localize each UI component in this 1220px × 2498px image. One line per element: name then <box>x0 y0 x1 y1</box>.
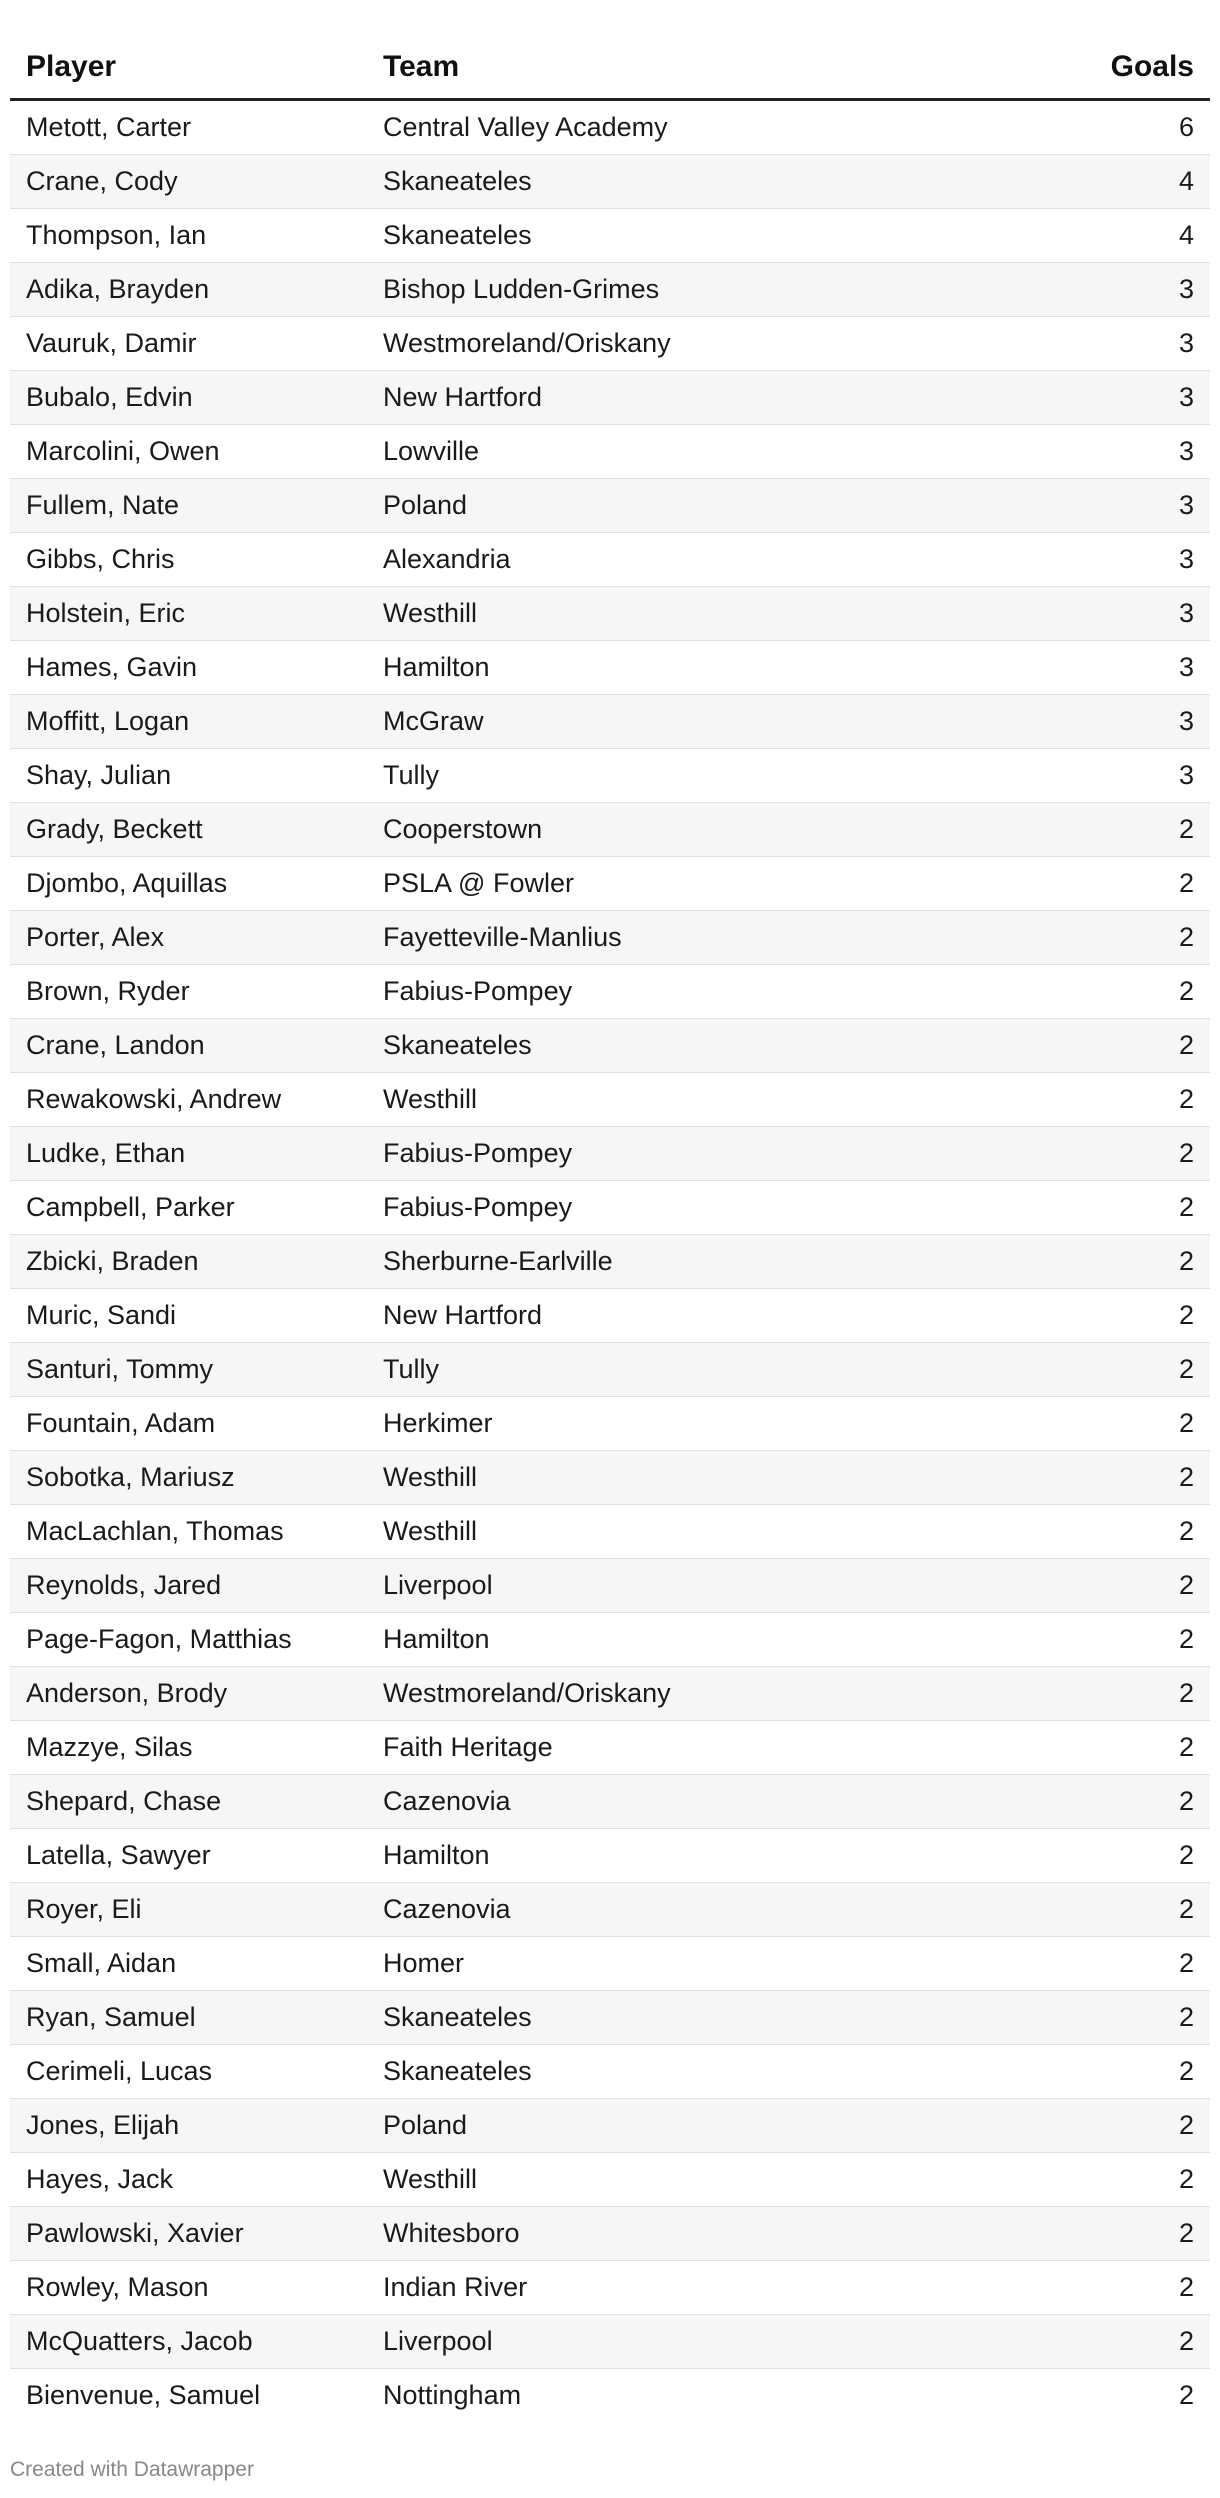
player-cell: Ludke, Ethan <box>10 1127 367 1181</box>
goals-cell: 3 <box>937 425 1210 479</box>
table-row <box>10 1451 1210 1505</box>
team-cell: Tully <box>367 1343 937 1397</box>
player-cell: Grady, Beckett <box>10 803 367 857</box>
goals-cell: 4 <box>937 155 1210 209</box>
goals-cell: 3 <box>937 479 1210 533</box>
datawrapper-credit: Created with Datawrapper <box>10 2458 254 2481</box>
team-cell: Bishop Ludden-Grimes <box>367 263 937 317</box>
player-cell: Hayes, Jack <box>10 2153 367 2207</box>
table-row <box>10 911 1210 965</box>
player-cell: Vauruk, Damir <box>10 317 367 371</box>
team-cell: Skaneateles <box>367 1991 937 2045</box>
player-cell: Shay, Julian <box>10 749 367 803</box>
table-row <box>10 2153 1210 2207</box>
player-cell: Bienvenue, Samuel <box>26 2380 261 2410</box>
table-row <box>10 1883 1210 1937</box>
goals-cell: 2 <box>937 1721 1210 1775</box>
team-cell: Alexandria <box>367 533 937 587</box>
player-cell: Shepard, Chase <box>10 1775 367 1829</box>
table-row <box>10 155 1210 209</box>
table-row <box>10 803 1210 857</box>
goals-cell: 2 <box>937 911 1210 965</box>
team-cell: Tully <box>367 749 937 803</box>
player-cell: Campbell, Parker <box>10 1181 367 1235</box>
table-row <box>10 1559 1210 1613</box>
player-cell: Pawlowski, Xavier <box>10 2207 367 2261</box>
table-row <box>10 1127 1210 1181</box>
goals-cell: 2 <box>937 965 1210 1019</box>
table-row <box>10 2099 1210 2153</box>
team-cell: Westmoreland/Oriskany <box>367 1667 937 1721</box>
table-row <box>10 1019 1210 1073</box>
goals-cell: 3 <box>937 533 1210 587</box>
goals-cell: 2 <box>937 1127 1210 1181</box>
goals-cell: 3 <box>937 371 1210 425</box>
player-cell: Holstein, Eric <box>10 587 367 641</box>
column-header-team[interactable]: Team <box>367 36 937 100</box>
goals-cell: 2 <box>937 803 1210 857</box>
table-row <box>10 317 1210 371</box>
table-row <box>10 1181 1210 1235</box>
table-row <box>10 749 1210 803</box>
table-row <box>10 1991 1210 2045</box>
player-cell: Page-Fagon, Matthias <box>10 1613 367 1667</box>
player-cell: Zbicki, Braden <box>10 1235 367 1289</box>
goals-cell: 2 <box>937 2261 1210 2315</box>
goals-cell: 2 <box>937 1073 1210 1127</box>
team-cell: New Hartford <box>367 1289 937 1343</box>
goals-cell: 2 <box>937 2153 1210 2207</box>
player-cell: Latella, Sawyer <box>10 1829 367 1883</box>
player-cell: Cerimeli, Lucas <box>10 2045 367 2099</box>
column-header-goals[interactable]: Goals <box>937 36 1210 100</box>
team-cell: Whitesboro <box>367 2207 937 2261</box>
table-row <box>10 371 1210 425</box>
table-row <box>10 641 1210 695</box>
player-cell: Jones, Elijah <box>10 2099 367 2153</box>
goals-cell: 2 <box>937 1289 1210 1343</box>
column-header-player[interactable]: Player <box>10 36 367 100</box>
table-row <box>10 1721 1210 1775</box>
goals-cell: 2 <box>937 1667 1210 1721</box>
table-row <box>10 695 1210 749</box>
goals-cell: 3 <box>937 317 1210 371</box>
table-row <box>10 1775 1210 1829</box>
table-row <box>10 209 1210 263</box>
goals-table <box>10 36 1210 2422</box>
player-cell: Metott, Carter <box>10 100 367 155</box>
goals-cell: 3 <box>937 749 1210 803</box>
team-cell: Westhill <box>367 1073 937 1127</box>
table-row <box>10 100 1210 155</box>
team-cell: Cooperstown <box>367 803 937 857</box>
player-cell: Adika, Brayden <box>10 263 367 317</box>
team-cell: Indian River <box>367 2261 937 2315</box>
goals-cell: 2 <box>937 2315 1210 2369</box>
team-cell: Skaneateles <box>367 1019 937 1073</box>
table-row <box>10 1073 1210 1127</box>
goals-cell: 2 <box>937 1019 1210 1073</box>
table-row <box>10 425 1210 479</box>
team-cell: Skaneateles <box>367 155 937 209</box>
goals-cell: 3 <box>937 587 1210 641</box>
player-cell: Royer, Eli <box>10 1883 367 1937</box>
player-cell: Brown, Ryder <box>10 965 367 1019</box>
team-cell: Hamilton <box>367 1613 937 1667</box>
goals-cell: 2 <box>937 1883 1210 1937</box>
team-cell: Poland <box>367 2099 937 2153</box>
team-cell: Westhill <box>367 587 937 641</box>
goals-cell: 2 <box>937 1343 1210 1397</box>
player-cell: Muric, Sandi <box>10 1289 367 1343</box>
table-row <box>10 1829 1210 1883</box>
goals-cell: 2 <box>937 2207 1210 2261</box>
table-row <box>10 2369 1210 2423</box>
goals-cell: 2 <box>937 1235 1210 1289</box>
goals-cell: 2 <box>937 1181 1210 1235</box>
team-cell: Westhill <box>367 2153 937 2207</box>
table-row <box>10 2261 1210 2315</box>
goals-cell: 2 <box>937 1559 1210 1613</box>
player-cell: Sobotka, Mariusz <box>10 1451 367 1505</box>
goals-cell: 2 <box>937 1397 1210 1451</box>
team-cell: Cazenovia <box>367 1883 937 1937</box>
team-cell: Nottingham <box>383 2380 522 2410</box>
player-cell: Fountain, Adam <box>10 1397 367 1451</box>
goals-cell: 2 <box>937 1829 1210 1883</box>
player-cell: Moffitt, Logan <box>10 695 367 749</box>
player-cell: Santuri, Tommy <box>10 1343 367 1397</box>
goals-cell: 4 <box>937 209 1210 263</box>
player-cell: MacLachlan, Thomas <box>10 1505 367 1559</box>
table-row <box>10 857 1210 911</box>
team-cell: Liverpool <box>367 1559 937 1613</box>
table-row <box>10 1667 1210 1721</box>
team-cell: Westmoreland/Oriskany <box>367 317 937 371</box>
goals-cell: 2 <box>937 1505 1210 1559</box>
goals-cell: 2 <box>937 1937 1210 1991</box>
team-cell: Hamilton <box>367 1829 937 1883</box>
team-cell: McGraw <box>367 695 937 749</box>
table-header <box>10 36 1210 100</box>
player-cell: Rowley, Mason <box>10 2261 367 2315</box>
player-cell: Mazzye, Silas <box>10 1721 367 1775</box>
table-row <box>10 1937 1210 1991</box>
table-row <box>10 263 1210 317</box>
player-cell: Porter, Alex <box>10 911 367 965</box>
team-cell: Liverpool <box>367 2315 937 2369</box>
table-row <box>10 1289 1210 1343</box>
table-row <box>10 533 1210 587</box>
table-row <box>10 2045 1210 2099</box>
goals-cell: 2 <box>937 1613 1210 1667</box>
team-cell: Westhill <box>367 1505 937 1559</box>
player-cell: Crane, Landon <box>10 1019 367 1073</box>
table-row <box>10 965 1210 1019</box>
table-row <box>10 587 1210 641</box>
team-cell: New Hartford <box>367 371 937 425</box>
goals-cell: 2 <box>1178 2380 1194 2410</box>
goals-cell: 3 <box>937 641 1210 695</box>
player-cell: Fullem, Nate <box>10 479 367 533</box>
player-cell: Crane, Cody <box>10 155 367 209</box>
goals-cell: 2 <box>937 1991 1210 2045</box>
goals-cell: 2 <box>937 2045 1210 2099</box>
player-cell: Djombo, Aquillas <box>10 857 367 911</box>
table-body <box>10 100 1210 2423</box>
player-cell: Reynolds, Jared <box>10 1559 367 1613</box>
team-cell: Westhill <box>367 1451 937 1505</box>
goals-cell: 2 <box>937 2099 1210 2153</box>
goals-cell: 2 <box>937 1775 1210 1829</box>
table-row <box>10 1235 1210 1289</box>
player-cell: Small, Aidan <box>10 1937 367 1991</box>
player-cell: Anderson, Brody <box>10 1667 367 1721</box>
goals-cell: 6 <box>937 100 1210 155</box>
player-cell: Hames, Gavin <box>10 641 367 695</box>
team-cell: Skaneateles <box>367 209 937 263</box>
team-cell: Central Valley Academy <box>367 100 937 155</box>
table-row <box>10 1397 1210 1451</box>
player-cell: Marcolini, Owen <box>10 425 367 479</box>
team-cell: Herkimer <box>367 1397 937 1451</box>
team-cell: Fabius-Pompey <box>367 1181 937 1235</box>
team-cell: Faith Heritage <box>367 1721 937 1775</box>
team-cell: Skaneateles <box>367 2045 937 2099</box>
table-container <box>10 36 1210 2422</box>
player-cell: Bubalo, Edvin <box>10 371 367 425</box>
team-cell: PSLA @ Fowler <box>367 857 937 911</box>
goals-cell: 2 <box>937 1451 1210 1505</box>
team-cell: Homer <box>367 1937 937 1991</box>
header-row <box>10 36 1210 100</box>
team-cell: Sherburne-Earlville <box>367 1235 937 1289</box>
player-cell: Rewakowski, Andrew <box>10 1073 367 1127</box>
goals-cell: 3 <box>937 263 1210 317</box>
table-row <box>10 479 1210 533</box>
player-cell: Thompson, Ian <box>10 209 367 263</box>
table-row <box>10 2207 1210 2261</box>
player-cell: McQuatters, Jacob <box>10 2315 367 2369</box>
table-row <box>10 2315 1210 2369</box>
team-cell: Fabius-Pompey <box>367 1127 937 1181</box>
player-cell: Gibbs, Chris <box>10 533 367 587</box>
player-cell: Ryan, Samuel <box>10 1991 367 2045</box>
team-cell: Hamilton <box>367 641 937 695</box>
table-row <box>10 1613 1210 1667</box>
team-cell: Fayetteville-Manlius <box>367 911 937 965</box>
team-cell: Poland <box>367 479 937 533</box>
team-cell: Cazenovia <box>367 1775 937 1829</box>
team-cell: Fabius-Pompey <box>367 965 937 1019</box>
goals-cell: 3 <box>937 695 1210 749</box>
goals-cell: 2 <box>937 857 1210 911</box>
table-row <box>10 1343 1210 1397</box>
table-row <box>10 1505 1210 1559</box>
team-cell: Lowville <box>367 425 937 479</box>
